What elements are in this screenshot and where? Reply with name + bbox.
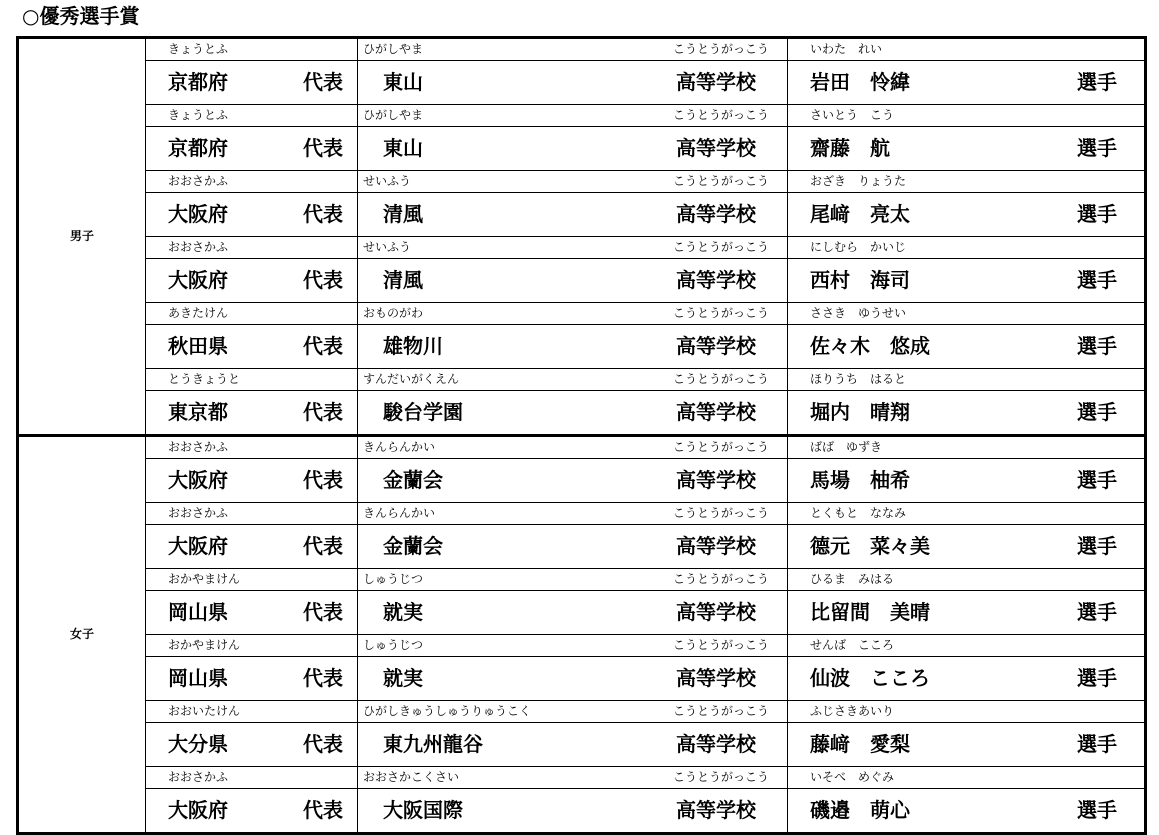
school-reading: すんだいがくえん bbox=[363, 372, 460, 386]
school-name: 大阪国際 bbox=[383, 798, 463, 822]
high-school-label: 高等学校 bbox=[676, 334, 756, 358]
table-row-kana bbox=[18, 635, 1146, 657]
table-row bbox=[18, 657, 1146, 701]
high-school-reading: こうとうがっこう bbox=[673, 174, 770, 188]
prefecture-cell bbox=[146, 259, 358, 303]
school-cell bbox=[358, 657, 788, 701]
school-name: 清風 bbox=[383, 268, 423, 292]
table-row-kana bbox=[18, 436, 1146, 459]
group-label: 男子 bbox=[18, 38, 146, 436]
player-cell bbox=[788, 127, 1146, 171]
player-reading: せんば こころ bbox=[810, 638, 895, 652]
player-cell bbox=[788, 171, 1146, 193]
school-cell bbox=[358, 701, 788, 723]
prefecture-reading: おかやまけん bbox=[168, 572, 241, 586]
school-name: 金蘭会 bbox=[383, 534, 443, 558]
table-row bbox=[18, 591, 1146, 635]
prefecture-cell bbox=[146, 525, 358, 569]
page-title: ○優秀選手賞 bbox=[22, 4, 140, 28]
player-suffix: 選手 bbox=[1077, 732, 1117, 756]
school-cell bbox=[358, 525, 788, 569]
high-school-label: 高等学校 bbox=[676, 600, 756, 624]
player-name: 堀内 晴翔 bbox=[810, 400, 910, 424]
group-label: 女子 bbox=[18, 436, 146, 834]
table-row bbox=[18, 391, 1146, 436]
prefecture-reading: あきたけん bbox=[168, 306, 229, 320]
player-name: 德元 菜々美 bbox=[810, 534, 930, 558]
representative-label: 代表 bbox=[303, 732, 343, 756]
school-name: 金蘭会 bbox=[383, 468, 443, 492]
table-row-kana bbox=[18, 503, 1146, 525]
prefecture-name: 京都府 bbox=[168, 70, 228, 94]
player-name: 磯邉 萌心 bbox=[810, 798, 910, 822]
prefecture-reading: おおさかふ bbox=[168, 240, 229, 254]
high-school-label: 高等学校 bbox=[676, 202, 756, 226]
table-row bbox=[18, 789, 1146, 834]
player-suffix: 選手 bbox=[1077, 400, 1117, 424]
school-reading: せいふう bbox=[363, 240, 412, 254]
player-cell bbox=[788, 723, 1146, 767]
school-reading: きんらんかい bbox=[363, 440, 436, 454]
high-school-label: 高等学校 bbox=[676, 70, 756, 94]
prefecture-cell bbox=[146, 657, 358, 701]
prefecture-reading: おおさかふ bbox=[168, 440, 229, 454]
high-school-label: 高等学校 bbox=[676, 534, 756, 558]
school-cell bbox=[358, 369, 788, 391]
player-suffix: 選手 bbox=[1077, 600, 1117, 624]
player-suffix: 選手 bbox=[1077, 798, 1117, 822]
representative-label: 代表 bbox=[303, 136, 343, 160]
school-cell bbox=[358, 127, 788, 171]
player-reading: おざき りょうた bbox=[810, 174, 907, 188]
high-school-label: 高等学校 bbox=[676, 732, 756, 756]
school-cell bbox=[358, 459, 788, 503]
prefecture-name: 秋田県 bbox=[168, 334, 228, 358]
player-cell bbox=[788, 569, 1146, 591]
prefecture-cell bbox=[146, 193, 358, 237]
player-name: 西村 海司 bbox=[810, 268, 910, 292]
school-reading: ひがしやま bbox=[363, 108, 424, 122]
table-row-kana bbox=[18, 105, 1146, 127]
player-reading: ほりうち はると bbox=[810, 372, 907, 386]
school-cell bbox=[358, 635, 788, 657]
representative-label: 代表 bbox=[303, 468, 343, 492]
prefecture-reading: おおいたけん bbox=[168, 704, 241, 718]
player-name: 齋藤 航 bbox=[810, 136, 890, 160]
prefecture-cell bbox=[146, 38, 358, 61]
high-school-label: 高等学校 bbox=[676, 468, 756, 492]
player-cell bbox=[788, 591, 1146, 635]
player-cell bbox=[788, 193, 1146, 237]
school-name: 雄物川 bbox=[383, 334, 443, 358]
player-suffix: 選手 bbox=[1077, 136, 1117, 160]
player-cell bbox=[788, 525, 1146, 569]
school-cell bbox=[358, 171, 788, 193]
high-school-label: 高等学校 bbox=[676, 136, 756, 160]
player-suffix: 選手 bbox=[1077, 202, 1117, 226]
player-suffix: 選手 bbox=[1077, 334, 1117, 358]
school-name: 駿台学園 bbox=[383, 400, 463, 424]
school-cell bbox=[358, 303, 788, 325]
prefecture-cell bbox=[146, 325, 358, 369]
prefecture-cell bbox=[146, 369, 358, 391]
player-reading: さいとう こう bbox=[810, 108, 895, 122]
school-cell bbox=[358, 569, 788, 591]
player-suffix: 選手 bbox=[1077, 268, 1117, 292]
school-reading: しゅうじつ bbox=[363, 572, 424, 586]
high-school-label: 高等学校 bbox=[676, 400, 756, 424]
player-cell bbox=[788, 789, 1146, 834]
player-name: 藤﨑 愛梨 bbox=[810, 732, 910, 756]
high-school-reading: こうとうがっこう bbox=[673, 42, 770, 56]
player-name: 岩田 怜緯 bbox=[810, 70, 910, 94]
award-table bbox=[16, 36, 1147, 835]
school-cell bbox=[358, 503, 788, 525]
school-reading: せいふう bbox=[363, 174, 412, 188]
player-suffix: 選手 bbox=[1077, 534, 1117, 558]
prefecture-reading: とうきょうと bbox=[168, 372, 241, 386]
school-cell bbox=[358, 193, 788, 237]
representative-label: 代表 bbox=[303, 534, 343, 558]
representative-label: 代表 bbox=[303, 70, 343, 94]
representative-label: 代表 bbox=[303, 400, 343, 424]
player-reading: ひるま みはる bbox=[810, 572, 895, 586]
school-reading: ひがしやま bbox=[363, 42, 424, 56]
prefecture-cell bbox=[146, 789, 358, 834]
prefecture-cell bbox=[146, 503, 358, 525]
player-cell bbox=[788, 657, 1146, 701]
table-row bbox=[18, 525, 1146, 569]
representative-label: 代表 bbox=[303, 666, 343, 690]
school-reading: おおさかこくさい bbox=[363, 770, 460, 784]
prefecture-cell bbox=[146, 303, 358, 325]
prefecture-name: 岡山県 bbox=[168, 600, 228, 624]
school-name: 東山 bbox=[383, 70, 423, 94]
school-cell bbox=[358, 325, 788, 369]
player-reading: いそべ めぐみ bbox=[810, 770, 895, 784]
prefecture-reading: きょうとふ bbox=[168, 42, 229, 56]
school-cell bbox=[358, 105, 788, 127]
prefecture-cell bbox=[146, 569, 358, 591]
prefecture-cell bbox=[146, 391, 358, 436]
table-row-kana bbox=[18, 237, 1146, 259]
prefecture-reading: きょうとふ bbox=[168, 108, 229, 122]
school-name: 東山 bbox=[383, 136, 423, 160]
player-name: 尾﨑 亮太 bbox=[810, 202, 910, 226]
player-suffix: 選手 bbox=[1077, 70, 1117, 94]
player-reading: ふじさきあいり bbox=[810, 704, 895, 718]
school-reading: きんらんかい bbox=[363, 506, 436, 520]
table-row-kana bbox=[18, 171, 1146, 193]
representative-label: 代表 bbox=[303, 202, 343, 226]
school-cell bbox=[358, 38, 788, 61]
prefecture-reading: おおさかふ bbox=[168, 506, 229, 520]
high-school-reading: こうとうがっこう bbox=[673, 306, 770, 320]
school-name: 清風 bbox=[383, 202, 423, 226]
prefecture-cell bbox=[146, 767, 358, 789]
prefecture-reading: おおさかふ bbox=[168, 174, 229, 188]
prefecture-name: 大阪府 bbox=[168, 268, 228, 292]
school-cell bbox=[358, 391, 788, 436]
prefecture-cell bbox=[146, 591, 358, 635]
high-school-reading: こうとうがっこう bbox=[673, 240, 770, 254]
player-cell bbox=[788, 303, 1146, 325]
high-school-reading: こうとうがっこう bbox=[673, 638, 770, 652]
table-row bbox=[18, 723, 1146, 767]
player-cell bbox=[788, 61, 1146, 105]
player-reading: ささき ゆうせい bbox=[810, 306, 907, 320]
prefecture-cell bbox=[146, 61, 358, 105]
player-cell bbox=[788, 38, 1146, 61]
player-reading: ばば ゆずき bbox=[810, 440, 883, 454]
table-row-kana bbox=[18, 38, 1146, 61]
high-school-reading: こうとうがっこう bbox=[673, 770, 770, 784]
school-cell bbox=[358, 436, 788, 459]
school-cell bbox=[358, 789, 788, 834]
prefecture-name: 大分県 bbox=[168, 732, 228, 756]
table-row bbox=[18, 459, 1146, 503]
player-cell bbox=[788, 503, 1146, 525]
prefecture-name: 大阪府 bbox=[168, 202, 228, 226]
player-cell bbox=[788, 436, 1146, 459]
school-reading: ひがしきゅうしゅうりゅうこく bbox=[363, 704, 532, 718]
high-school-reading: こうとうがっこう bbox=[673, 108, 770, 122]
school-cell bbox=[358, 723, 788, 767]
table-row-kana bbox=[18, 369, 1146, 391]
prefecture-name: 大阪府 bbox=[168, 534, 228, 558]
representative-label: 代表 bbox=[303, 600, 343, 624]
prefecture-cell bbox=[146, 459, 358, 503]
table-row bbox=[18, 61, 1146, 105]
player-suffix: 選手 bbox=[1077, 666, 1117, 690]
prefecture-name: 岡山県 bbox=[168, 666, 228, 690]
player-cell bbox=[788, 635, 1146, 657]
table-row bbox=[18, 259, 1146, 303]
representative-label: 代表 bbox=[303, 798, 343, 822]
player-cell bbox=[788, 369, 1146, 391]
prefecture-name: 大阪府 bbox=[168, 468, 228, 492]
player-cell bbox=[788, 105, 1146, 127]
school-name: 東九州龍谷 bbox=[383, 732, 483, 756]
player-reading: いわた れい bbox=[810, 42, 883, 56]
player-cell bbox=[788, 259, 1146, 303]
player-suffix: 選手 bbox=[1077, 468, 1117, 492]
high-school-label: 高等学校 bbox=[676, 798, 756, 822]
table-row bbox=[18, 127, 1146, 171]
prefecture-cell bbox=[146, 635, 358, 657]
prefecture-name: 京都府 bbox=[168, 136, 228, 160]
school-reading: しゅうじつ bbox=[363, 638, 424, 652]
high-school-reading: こうとうがっこう bbox=[673, 506, 770, 520]
table-row-kana bbox=[18, 569, 1146, 591]
player-cell bbox=[788, 391, 1146, 436]
school-cell bbox=[358, 259, 788, 303]
high-school-reading: こうとうがっこう bbox=[673, 704, 770, 718]
player-cell bbox=[788, 325, 1146, 369]
high-school-label: 高等学校 bbox=[676, 666, 756, 690]
table-row bbox=[18, 325, 1146, 369]
prefecture-cell bbox=[146, 723, 358, 767]
prefecture-reading: おおさかふ bbox=[168, 770, 229, 784]
high-school-label: 高等学校 bbox=[676, 268, 756, 292]
table-row bbox=[18, 193, 1146, 237]
player-name: 比留間 美晴 bbox=[810, 600, 930, 624]
prefecture-cell bbox=[146, 127, 358, 171]
prefecture-cell bbox=[146, 237, 358, 259]
player-name: 馬場 柚希 bbox=[810, 468, 910, 492]
representative-label: 代表 bbox=[303, 268, 343, 292]
player-reading: にしむら かいじ bbox=[810, 240, 907, 254]
high-school-reading: こうとうがっこう bbox=[673, 372, 770, 386]
prefecture-cell bbox=[146, 436, 358, 459]
player-name: 佐々木 悠成 bbox=[810, 334, 930, 358]
high-school-reading: こうとうがっこう bbox=[673, 572, 770, 586]
school-cell bbox=[358, 767, 788, 789]
school-cell bbox=[358, 61, 788, 105]
player-cell bbox=[788, 459, 1146, 503]
table-row-kana bbox=[18, 767, 1146, 789]
high-school-reading: こうとうがっこう bbox=[673, 440, 770, 454]
table-row-kana bbox=[18, 701, 1146, 723]
school-cell bbox=[358, 591, 788, 635]
representative-label: 代表 bbox=[303, 334, 343, 358]
player-cell bbox=[788, 767, 1146, 789]
table-row-kana bbox=[18, 303, 1146, 325]
player-cell bbox=[788, 237, 1146, 259]
prefecture-cell bbox=[146, 171, 358, 193]
school-reading: おものがわ bbox=[363, 306, 424, 320]
school-name: 就実 bbox=[383, 666, 423, 690]
prefecture-cell bbox=[146, 701, 358, 723]
player-reading: とくもと ななみ bbox=[810, 506, 907, 520]
school-name: 就実 bbox=[383, 600, 423, 624]
prefecture-reading: おかやまけん bbox=[168, 638, 241, 652]
prefecture-cell bbox=[146, 105, 358, 127]
player-name: 仙波 こころ bbox=[810, 666, 930, 690]
prefecture-name: 大阪府 bbox=[168, 798, 228, 822]
prefecture-name: 東京都 bbox=[168, 400, 228, 424]
school-cell bbox=[358, 237, 788, 259]
player-cell bbox=[788, 701, 1146, 723]
